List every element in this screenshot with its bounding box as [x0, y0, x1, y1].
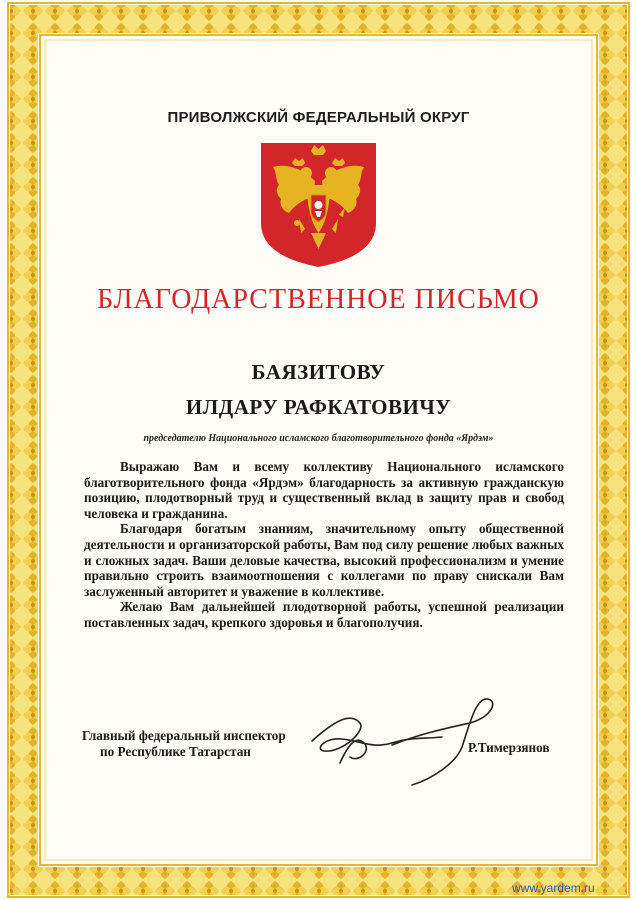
recipient-given-names: ИЛДАРУ РАФКАТОВИЧУ [185, 395, 452, 419]
letter-body [84, 459, 564, 631]
letter-paragraph: Выражаю Вам и всему коллективу Национального исламского благотворительного фонда «Ярдэм» благодарность за активную гражданскую позицию, плодотворный труд и существенный вклад в защиту прав и свобод человека и гражданина. [84, 459, 564, 521]
letter-paragraph: Благодаря богатым знаниям, значительному опыту общественной деятельности и организаторской работы, Вам под силу решение любых важных и сложных задач. Ваши деловые качества, высокий профессионализм и умение правильно строить взаимоотношения с коллегами по праву снискали Вам заслуженный авторитет и уважение в коллективе. [84, 521, 564, 599]
signer-title-line: по Республике Татарстан [100, 744, 251, 759]
signer-name: Р.Тимерзянов [468, 740, 550, 755]
letter-paragraph: Желаю Вам дальнейшей плодотворной работы, успешной реализации поставленных задач, крепкого здоровья и благополучия. [84, 599, 564, 630]
russian-coat-of-arms-icon [259, 141, 378, 269]
signer-title-line: Главный федеральный инспектор [82, 728, 286, 743]
recipient-surname: БАЯЗИТОВУ [251, 360, 386, 384]
site-watermark: www.yardem.ru [512, 881, 595, 895]
federal-district-heading: ПРИВОЛЖСКИЙ ФЕДЕРАЛЬНЫЙ ОКРУГ [167, 109, 470, 126]
document-title: БЛАГОДАРСТВЕННОЕ ПИСЬМО [97, 284, 540, 315]
signer-title [82, 728, 286, 760]
recipient-position: председателю Национального исламского благотворительного фонда «Ярдэм» [143, 433, 494, 444]
